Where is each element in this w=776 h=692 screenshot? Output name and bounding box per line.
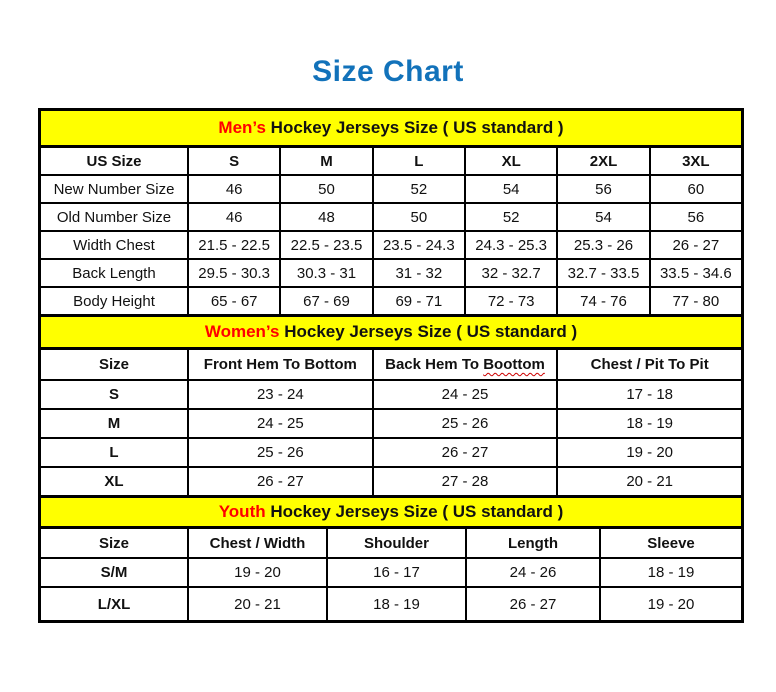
table-row	[41, 586, 741, 620]
youth-section-band	[41, 495, 741, 529]
row-label: XL	[104, 473, 124, 490]
table-row	[41, 437, 741, 466]
cell: 56	[556, 176, 648, 202]
row-label: L	[109, 444, 119, 461]
table-row	[41, 466, 741, 495]
cell: 17 - 18	[556, 381, 741, 408]
column-header: S	[187, 148, 279, 174]
cell: 24 - 26	[465, 559, 599, 586]
cell: 69 - 71	[372, 288, 464, 314]
column-header: Size	[98, 356, 129, 373]
cell: 18 - 19	[326, 588, 465, 620]
size-chart-tables	[38, 108, 744, 623]
cell: 74 - 76	[556, 288, 648, 314]
cell: 19 - 20	[599, 588, 741, 620]
womens-section-band	[41, 314, 741, 350]
table-row	[41, 379, 741, 408]
cell: 23 - 24	[187, 381, 372, 408]
youth-band-highlight: Youth	[218, 502, 266, 521]
cell: 18 - 19	[556, 410, 741, 437]
cell: 46	[187, 204, 279, 230]
cell: 24 - 25	[372, 381, 557, 408]
youth-header-row	[41, 529, 741, 557]
cell: 32 - 32.7	[464, 260, 556, 286]
cell: 24 - 25	[187, 410, 372, 437]
cell: 25.3 - 26	[556, 232, 648, 258]
row-label: New Number Size	[53, 180, 175, 198]
table-row	[41, 202, 741, 230]
cell: 29.5 - 30.3	[187, 260, 279, 286]
column-header: Length	[465, 529, 599, 557]
mens-band-text: Hockey Jerseys Size ( US standard )	[265, 118, 564, 137]
column-header: Shoulder	[326, 529, 465, 557]
row-label: Old Number Size	[56, 208, 172, 226]
cell: 31 - 32	[372, 260, 464, 286]
cell: 56	[649, 204, 741, 230]
cell: 21.5 - 22.5	[187, 232, 279, 258]
cell: 50	[372, 204, 464, 230]
womens-band-highlight: Women’s	[204, 322, 280, 341]
mens-band-highlight: Men’s	[218, 118, 266, 137]
cell: 32.7 - 33.5	[556, 260, 648, 286]
page-title: Size Chart	[312, 55, 464, 88]
column-header: M	[279, 148, 371, 174]
cell: 52	[464, 204, 556, 230]
cell: 54	[464, 176, 556, 202]
row-label: M	[107, 415, 121, 432]
column-header: Sleeve	[599, 529, 741, 557]
cell: 26 - 27	[649, 232, 741, 258]
table-row	[41, 230, 741, 258]
column-header: Chest / Width	[187, 529, 326, 557]
cell: 26 - 27	[372, 439, 557, 466]
cell: 19 - 20	[187, 559, 326, 586]
cell: 23.5 - 24.3	[372, 232, 464, 258]
cell: 46	[187, 176, 279, 202]
table-row	[41, 557, 741, 586]
cell: 26 - 27	[187, 468, 372, 495]
cell: 54	[556, 204, 648, 230]
youth-band-text: Hockey Jerseys Size ( US standard )	[265, 502, 564, 521]
cell: 25 - 26	[187, 439, 372, 466]
row-label: S/M	[100, 564, 128, 581]
cell: 77 - 80	[649, 288, 741, 314]
misspelled-word: Boottom	[483, 356, 545, 373]
cell: 18 - 19	[599, 559, 741, 586]
cell: 33.5 - 34.6	[649, 260, 741, 286]
cell: 50	[279, 176, 371, 202]
cell: 25 - 26	[372, 410, 557, 437]
cell: 48	[279, 204, 371, 230]
column-header-text: Back Hem To	[385, 356, 480, 373]
column-header	[372, 350, 557, 379]
mens-header-row	[41, 148, 741, 174]
table-row	[41, 258, 741, 286]
table-row	[41, 174, 741, 202]
column-header: 2XL	[556, 148, 648, 174]
cell: 52	[372, 176, 464, 202]
womens-band-text: Hockey Jerseys Size ( US standard )	[279, 322, 578, 341]
cell: 60	[649, 176, 741, 202]
table-row	[41, 286, 741, 314]
womens-header-row	[41, 350, 741, 379]
column-header: US Size	[86, 152, 142, 170]
row-label: S	[108, 386, 119, 403]
column-header: Chest / Pit To Pit	[556, 350, 741, 379]
cell: 65 - 67	[187, 288, 279, 314]
row-label: Back Length	[72, 264, 156, 282]
column-header: L	[372, 148, 464, 174]
row-label: Width Chest	[73, 236, 155, 254]
column-header: XL	[464, 148, 556, 174]
row-label: Body Height	[73, 292, 155, 310]
table-row	[41, 408, 741, 437]
column-header: 3XL	[649, 148, 741, 174]
column-header: Size	[98, 534, 129, 552]
cell: 30.3 - 31	[279, 260, 371, 286]
row-label: L/XL	[97, 595, 131, 613]
cell: 27 - 28	[372, 468, 557, 495]
cell: 20 - 21	[187, 588, 326, 620]
cell: 22.5 - 23.5	[279, 232, 371, 258]
cell: 67 - 69	[279, 288, 371, 314]
cell: 19 - 20	[556, 439, 741, 466]
cell: 20 - 21	[556, 468, 741, 495]
cell: 72 - 73	[464, 288, 556, 314]
column-header: Front Hem To Bottom	[187, 350, 372, 379]
cell: 24.3 - 25.3	[464, 232, 556, 258]
mens-section-band	[41, 111, 741, 148]
cell: 26 - 27	[465, 588, 599, 620]
cell: 16 - 17	[326, 559, 465, 586]
